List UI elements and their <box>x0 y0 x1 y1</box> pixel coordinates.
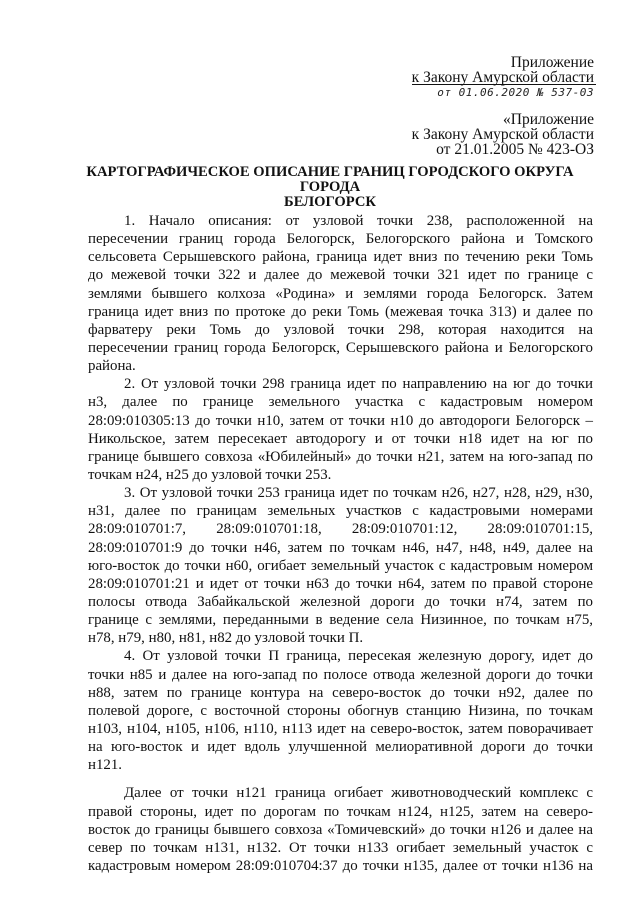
text-line: 28:09:010701:21 и идет от точки н63 до точки н64, затем по правой стороне <box>88 575 593 592</box>
document-body <box>88 212 593 875</box>
text-line: 1. Начало описания: от узловой точки 238, расположенной на <box>124 213 593 229</box>
header-line: «Приложение <box>503 111 594 128</box>
amendment-header <box>412 55 594 100</box>
text-line: точки н85 и далее на юго-запад по полосе отвода железной дороги до точки <box>88 666 593 683</box>
original-header <box>412 112 594 157</box>
header-line-underlined: к Закону Амурской области <box>411 69 594 86</box>
header-line: к Закону Амурской области <box>411 126 594 143</box>
text-line: на юго-восток и идет вдоль улучшенной мелиоративной дороги до точки <box>88 739 593 756</box>
text-line: н3, далее по границе земельного участка с кадастровым номером <box>88 394 593 411</box>
paragraph-4 <box>88 647 593 774</box>
text-line: 4. От узловой точки П граница, пересекая железную дорогу, идет до <box>124 648 593 665</box>
text-line: точкам н24, н25 до узловой точки 253. <box>88 466 332 483</box>
paragraph-5 <box>88 784 593 875</box>
paragraph-spacer <box>88 774 593 784</box>
text-line: правой стороны, идет по дорогам по точкам н124, н125, затем на северо- <box>88 803 593 820</box>
text-line: юго-восток до точки н60, огибает земельный участок с кадастровым номером <box>88 557 593 574</box>
header-line: от 21.01.2005 № 423-ОЗ <box>436 141 594 158</box>
paragraph-3 <box>88 484 593 647</box>
text-line: 3. От узловой точки 253 граница идет по точкам н26, н27, н28, н29, н30, <box>124 485 593 502</box>
text-line: полевой дороге, с восточной стороны обогнув станцию Низина, по точкам <box>88 702 593 719</box>
text-line: север по точкам н131, н132. От точки н133 огибает земельный участок с <box>88 839 593 856</box>
text-line: н78, н79, н80, н81, н82 до узловой точки П. <box>88 630 364 647</box>
text-line: границе бывшего совхоза «Юбилейный» до точки н21, затем на юго-запад по <box>88 448 593 465</box>
header-line <box>412 70 594 85</box>
document-title <box>60 165 600 210</box>
text-line: 2. От узловой точки 298 граница идет по направлению на юг до точки <box>124 376 593 393</box>
text-line: граница идет вниз по протоке до реки Томь (межевая точка 313) и далее по <box>88 303 593 320</box>
title-line: БЕЛОГОРСК <box>284 194 376 210</box>
paragraph-2 <box>88 375 593 484</box>
text-line: района. <box>88 358 136 375</box>
text-line: землями бывшего колхоза «Родина» и землями города Белогорск. Затем <box>88 285 593 302</box>
text-line: 28:09:010305:13 до точки н10, затем от точки н10 до автодороги Белогорск – <box>88 412 593 429</box>
text-line: фарватеру реки Томь до узловой точки 298, которая находится на <box>88 321 593 338</box>
text-line: границе с землями, переданными в ведение села Низинное, по точкам н75, <box>88 612 593 629</box>
header-line: Приложение <box>510 54 594 71</box>
title-line: КАРТОГРАФИЧЕСКОЕ ОПИСАНИЕ ГРАНИЦ ГОРОДСКОГО ОКРУГА ГОРОДА <box>86 164 574 195</box>
text-line: н88, затем по границе контура на северо-восток до точки н92, далее по <box>88 684 593 701</box>
text-line: н103, н104, н105, н106, н110, н113 идет на северо-восток, затем поворачивает <box>88 720 593 737</box>
text-line: 28:09:010701:9 до точки н46, затем по точкам н46, н47, н48, н49, далее на <box>88 539 593 556</box>
text-line: до межевой точки 322 и далее до межевой точки 321 идет по границе с <box>88 267 593 284</box>
text-line: полосы отвода Забайкальской железной дороги до точки н74, затем по <box>88 593 593 610</box>
text-line: н31, далее по границам земельных участков с кадастровыми номерами <box>88 503 593 520</box>
text-line: сельсовета Серышевского района, граница идет вниз по течению реки Томь <box>88 249 593 266</box>
text-line: н121. <box>88 757 123 774</box>
text-line: Далее от точки н121 граница огибает животноводческий комплекс с <box>124 785 593 802</box>
paragraph-1 <box>88 212 593 375</box>
text-line: Никольское, затем пересекает автодорогу и от точки н18 идет на юг по <box>88 430 593 447</box>
text-line: 28:09:010701:7, 28:09:010701:18, 28:09:010701:12, 28:09:010701:15, <box>88 521 593 538</box>
handwritten-date-number: от 01.06.2020 № 537-03 <box>437 86 594 99</box>
text-line: кадастровым номером 28:09:010704:37 до точки н135, далее от точки н136 на <box>88 857 593 874</box>
text-line: восток до границы бывшего совхоза «Томичевский» до точки н126 и далее на <box>88 821 593 838</box>
text-line: пересечении границ города Белогорск, Серышевского района и Белогорского <box>88 339 593 356</box>
text-line: пересечении границ города Белогорск, Белогорского района и Томского <box>88 231 593 248</box>
